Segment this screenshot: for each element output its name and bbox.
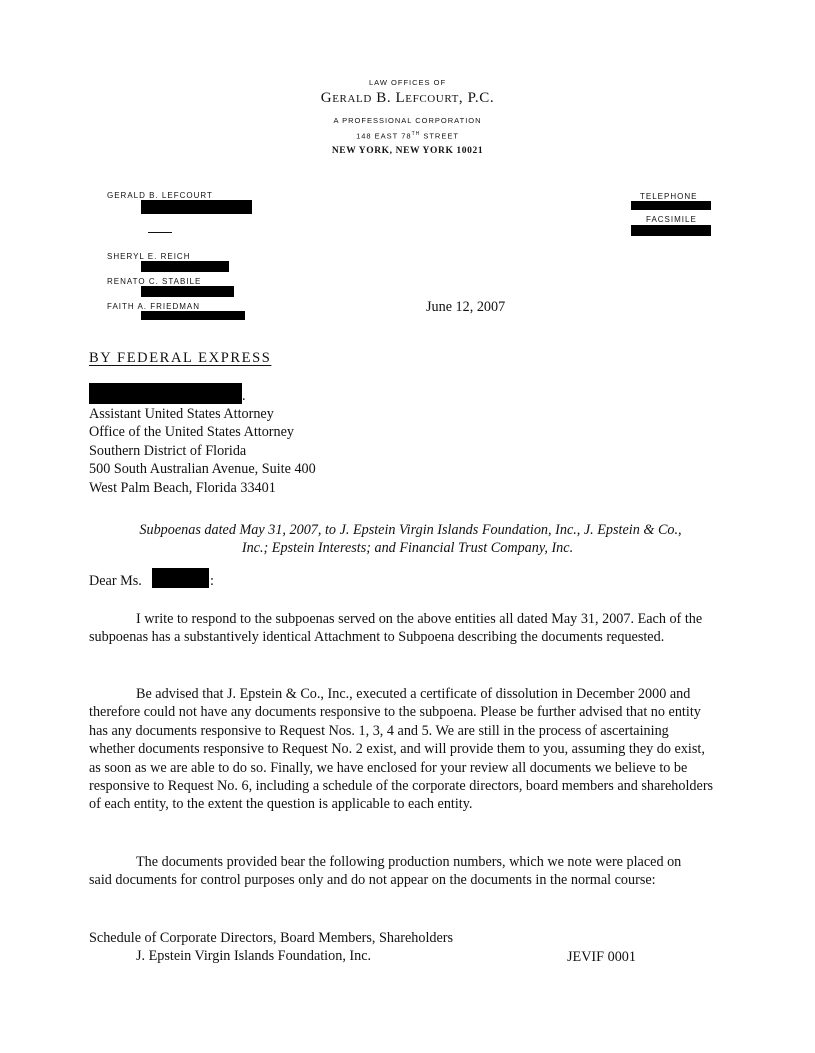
recipient-title: Assistant United States Attorney [89,406,274,422]
recipient-address [89,405,316,497]
firm-name: Gerald B. Lefcourt, P.C. [320,90,495,106]
law-offices-label: LAW OFFICES OF [368,78,447,87]
salutation-suffix: : [210,573,214,589]
redaction-block [631,201,711,210]
schedule-item-number: JEVIF 0001 [567,949,636,965]
re-line-2: Inc.; Epstein Interests; and Financial Trust Company, Inc. [241,540,574,557]
re-line-1: Subpoenas dated May 31, 2007, to J. Epstein Virgin Islands Foundation, Inc., J. Epstein & Co., [139,522,682,538]
redaction-block [631,225,711,236]
schedule-heading: Schedule of Corporate Directors, Board Members, Shareholders [89,930,454,946]
re-line [0,521,815,558]
street-address: 148 EAST 78TH STREET [356,131,459,141]
attorney-name-3: RENATO C. STABILE [107,277,202,286]
delivery-method: BY FEDERAL EXPRESS [89,350,272,366]
recipient-district: Southern District of Florida [89,442,247,459]
city-address: NEW YORK, NEW YORK 10021 [331,146,484,156]
recipient-street: 500 South Australian Avenue, Suite 400 [89,461,316,478]
paragraph-1: I write to respond to the subpoenas served on the above entities all dated May 31, 2007. Each of the subpoenas has a substantively identical Attachment to Subpoena describing the documents requested. [89,611,703,646]
attorney-name-4: FAITH A. FRIEDMAN [107,302,201,311]
attorney-name-1: GERALD B. LEFCOURT [107,191,213,200]
attorney-name-2: SHERYL E. REICH [107,252,191,261]
schedule-item-label: J. Epstein Virgin Islands Foundation, Inc. [136,948,372,964]
recipient-office: Office of the United States Attorney [89,424,295,441]
redaction-block [141,261,229,272]
letter-date: June 12, 2007 [426,299,506,315]
redaction-block [141,200,252,214]
corp-label: A PROFESSIONAL CORPORATION [333,116,482,125]
redaction-block [141,286,234,297]
paragraph-3: The documents provided bear the following production numbers, which we note were placed on said documents for control purposes only and do not appear on the documents in the normal course: [89,854,682,889]
paragraph-2: Be advised that J. Epstein & Co., Inc., executed a certificate of dissolution in December 2000 and therefore could not have any documents responsive to the subpoena. Please be further advised that no entity has any documents responsive to Request Nos. 1, 3, 4 and 5. We are still in the process of ascertaining whether documents responsive to Request No. 2 exist, and will provide them to you, assuming they do exist, as soon as we are able to do so. Finally, we have enclosed for your review all documents we believe to be responsive to Request No. 6, including a schedule of the corporate directors, board members and shareholders of each entity, to the extent the question is applicable to each entity. [89,686,714,813]
recipient-city: West Palm Beach, Florida 33401 [89,479,276,496]
recipient-name-suffix: . [242,388,246,404]
facsimile-label: FACSIMILE [646,215,697,224]
redaction-block [152,568,209,588]
redaction-block [141,311,245,320]
redaction-block [89,383,242,404]
divider-rule [148,232,172,233]
telephone-label: TELEPHONE [640,192,698,201]
salutation-prefix: Dear Ms. [89,573,142,589]
